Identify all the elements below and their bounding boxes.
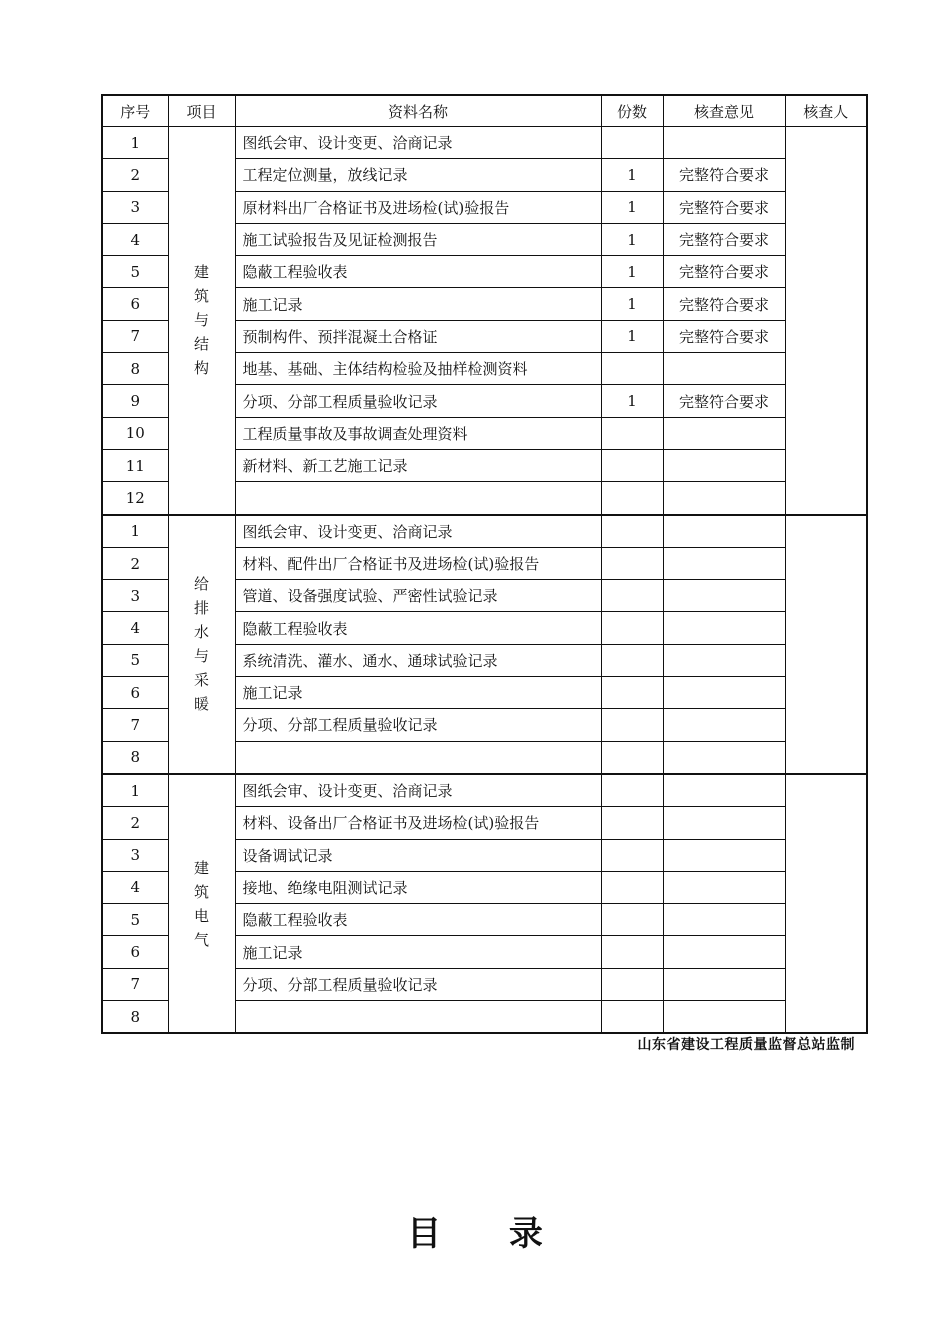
seq-cell: 12 [102,482,168,515]
table-row [102,774,867,807]
category-char: 电 [193,906,209,925]
opinion-cell: 完整符合要求 [663,191,785,223]
table-row [102,515,867,548]
category-char: 水 [193,623,209,642]
seq-cell: 6 [102,288,168,320]
opinion-cell [663,677,785,709]
doc-name-cell: 预制构件、预拌混凝土合格证 [235,320,601,352]
copies-cell [601,417,663,449]
seq-cell: 5 [102,644,168,676]
copies-cell [601,353,663,385]
copies-cell [601,547,663,579]
doc-name-cell: 施工记录 [235,288,601,320]
opinion-cell [663,449,785,481]
opinion-cell: 完整符合要求 [663,223,785,255]
opinion-cell: 完整符合要求 [663,385,785,417]
copies-cell [601,774,663,807]
seq-cell: 6 [102,936,168,968]
seq-cell: 3 [102,839,168,871]
seq-cell: 7 [102,709,168,741]
copies-cell [601,709,663,741]
doc-name-cell: 施工记录 [235,936,601,968]
doc-name-cell: 图纸会审、设计变更、洽商记录 [235,515,601,548]
opinion-cell: 完整符合要求 [663,159,785,191]
copies-cell [601,968,663,1000]
category-char: 筑 [193,287,209,306]
opinion-cell [663,417,785,449]
table-row [102,127,867,159]
copies-cell [601,515,663,548]
copies-cell [601,127,663,159]
inspection-table [101,94,868,1034]
category-char: 与 [193,311,209,330]
copies-cell [601,936,663,968]
opinion-cell [663,482,785,515]
doc-name-cell: 系统清洗、灌水、通水、通球试验记录 [235,644,601,676]
toc-heading: 目 录 [407,1214,571,1254]
opinion-cell [663,968,785,1000]
seq-cell: 4 [102,871,168,903]
seq-cell: 3 [102,191,168,223]
seq-cell: 8 [102,1001,168,1034]
seq-cell: 8 [102,741,168,774]
category-char: 采 [193,671,209,690]
copies-cell [601,482,663,515]
category-char: 与 [193,647,209,666]
copies-cell [601,449,663,481]
opinion-cell [663,807,785,839]
category-cell [168,515,235,774]
category-char: 暖 [193,695,209,714]
doc-name-cell: 图纸会审、设计变更、洽商记录 [235,127,601,159]
seq-cell: 9 [102,385,168,417]
copies-cell: 1 [601,256,663,288]
copies-cell: 1 [601,288,663,320]
seq-cell: 4 [102,223,168,255]
copies-cell [601,839,663,871]
category-char: 筑 [193,882,209,901]
doc-name-cell: 设备调试记录 [235,839,601,871]
doc-name-cell: 隐蔽工程验收表 [235,904,601,936]
copies-cell: 1 [601,385,663,417]
seq-cell: 3 [102,580,168,612]
copies-cell: 1 [601,320,663,352]
seq-cell: 2 [102,807,168,839]
seq-cell: 2 [102,547,168,579]
opinion-cell [663,871,785,903]
opinion-cell [663,741,785,774]
category-char: 给 [193,575,209,594]
seq-cell: 5 [102,904,168,936]
copies-cell: 1 [601,191,663,223]
opinion-cell [663,1001,785,1034]
doc-name-cell: 工程定位测量，放线记录 [235,159,601,191]
copies-cell [601,741,663,774]
category-char: 气 [193,930,209,949]
header-opinion: 核查意见 [663,95,785,127]
doc-name-cell: 分项、分部工程质量验收记录 [235,385,601,417]
seq-cell: 8 [102,353,168,385]
opinion-cell [663,353,785,385]
doc-name-cell: 隐蔽工程验收表 [235,256,601,288]
doc-name-cell: 分项、分部工程质量验收记录 [235,968,601,1000]
opinion-cell: 完整符合要求 [663,256,785,288]
header-inspector: 核查人 [785,95,867,127]
opinion-cell [663,839,785,871]
opinion-cell [663,612,785,644]
opinion-cell: 完整符合要求 [663,320,785,352]
copies-cell [601,644,663,676]
inspector-cell [785,127,867,515]
seq-cell: 2 [102,159,168,191]
opinion-cell [663,904,785,936]
seq-cell: 10 [102,417,168,449]
header-item: 项目 [168,95,235,127]
doc-name-cell: 隐蔽工程验收表 [235,612,601,644]
doc-name-cell [235,1001,601,1034]
category-char: 建 [193,263,209,282]
seq-cell: 7 [102,968,168,1000]
opinion-cell [663,547,785,579]
header-row [102,95,867,127]
copies-cell [601,807,663,839]
category-char: 构 [193,359,209,378]
doc-name-cell: 管道、设备强度试验、严密性试验记录 [235,580,601,612]
opinion-cell [663,644,785,676]
doc-name-cell: 新材料、新工艺施工记录 [235,449,601,481]
header-seq: 序号 [102,95,168,127]
doc-name-cell: 材料、设备出厂合格证书及进场检(试)验报告 [235,807,601,839]
doc-name-cell: 原材料出厂合格证书及进场检(试)验报告 [235,191,601,223]
copies-cell [601,904,663,936]
seq-cell: 4 [102,612,168,644]
header-copies: 份数 [601,95,663,127]
footer-credit: 山东省建设工程质量监督总站监制 [637,1037,855,1053]
opinion-cell [663,580,785,612]
opinion-cell [663,515,785,548]
seq-cell: 1 [102,127,168,159]
copies-cell [601,677,663,709]
copies-cell [601,612,663,644]
doc-name-cell: 材料、配件出厂合格证书及进场检(试)验报告 [235,547,601,579]
copies-cell [601,580,663,612]
doc-name-cell: 施工试验报告及见证检测报告 [235,223,601,255]
copies-cell [601,871,663,903]
category-char: 建 [193,858,209,877]
opinion-cell: 完整符合要求 [663,288,785,320]
opinion-cell [663,936,785,968]
copies-cell: 1 [601,223,663,255]
category-char: 结 [193,335,209,354]
inspector-cell [785,774,867,1033]
doc-name-cell: 图纸会审、设计变更、洽商记录 [235,774,601,807]
seq-cell: 11 [102,449,168,481]
seq-cell: 1 [102,515,168,548]
doc-name-cell [235,482,601,515]
doc-name-cell [235,741,601,774]
opinion-cell [663,709,785,741]
seq-cell: 6 [102,677,168,709]
doc-name-cell: 分项、分部工程质量验收记录 [235,709,601,741]
copies-cell [601,1001,663,1034]
copies-cell: 1 [601,159,663,191]
doc-name-cell: 接地、绝缘电阻测试记录 [235,871,601,903]
category-cell [168,127,235,515]
category-cell [168,774,235,1033]
seq-cell: 7 [102,320,168,352]
seq-cell: 1 [102,774,168,807]
doc-name-cell: 地基、基础、主体结构检验及抽样检测资料 [235,353,601,385]
seq-cell: 5 [102,256,168,288]
opinion-cell [663,774,785,807]
inspector-cell [785,515,867,774]
doc-name-cell: 施工记录 [235,677,601,709]
table-body [102,127,867,1034]
header-doc-name: 资料名称 [235,95,601,127]
doc-name-cell: 工程质量事故及事故调查处理资料 [235,417,601,449]
opinion-cell [663,127,785,159]
category-char: 排 [193,599,209,618]
